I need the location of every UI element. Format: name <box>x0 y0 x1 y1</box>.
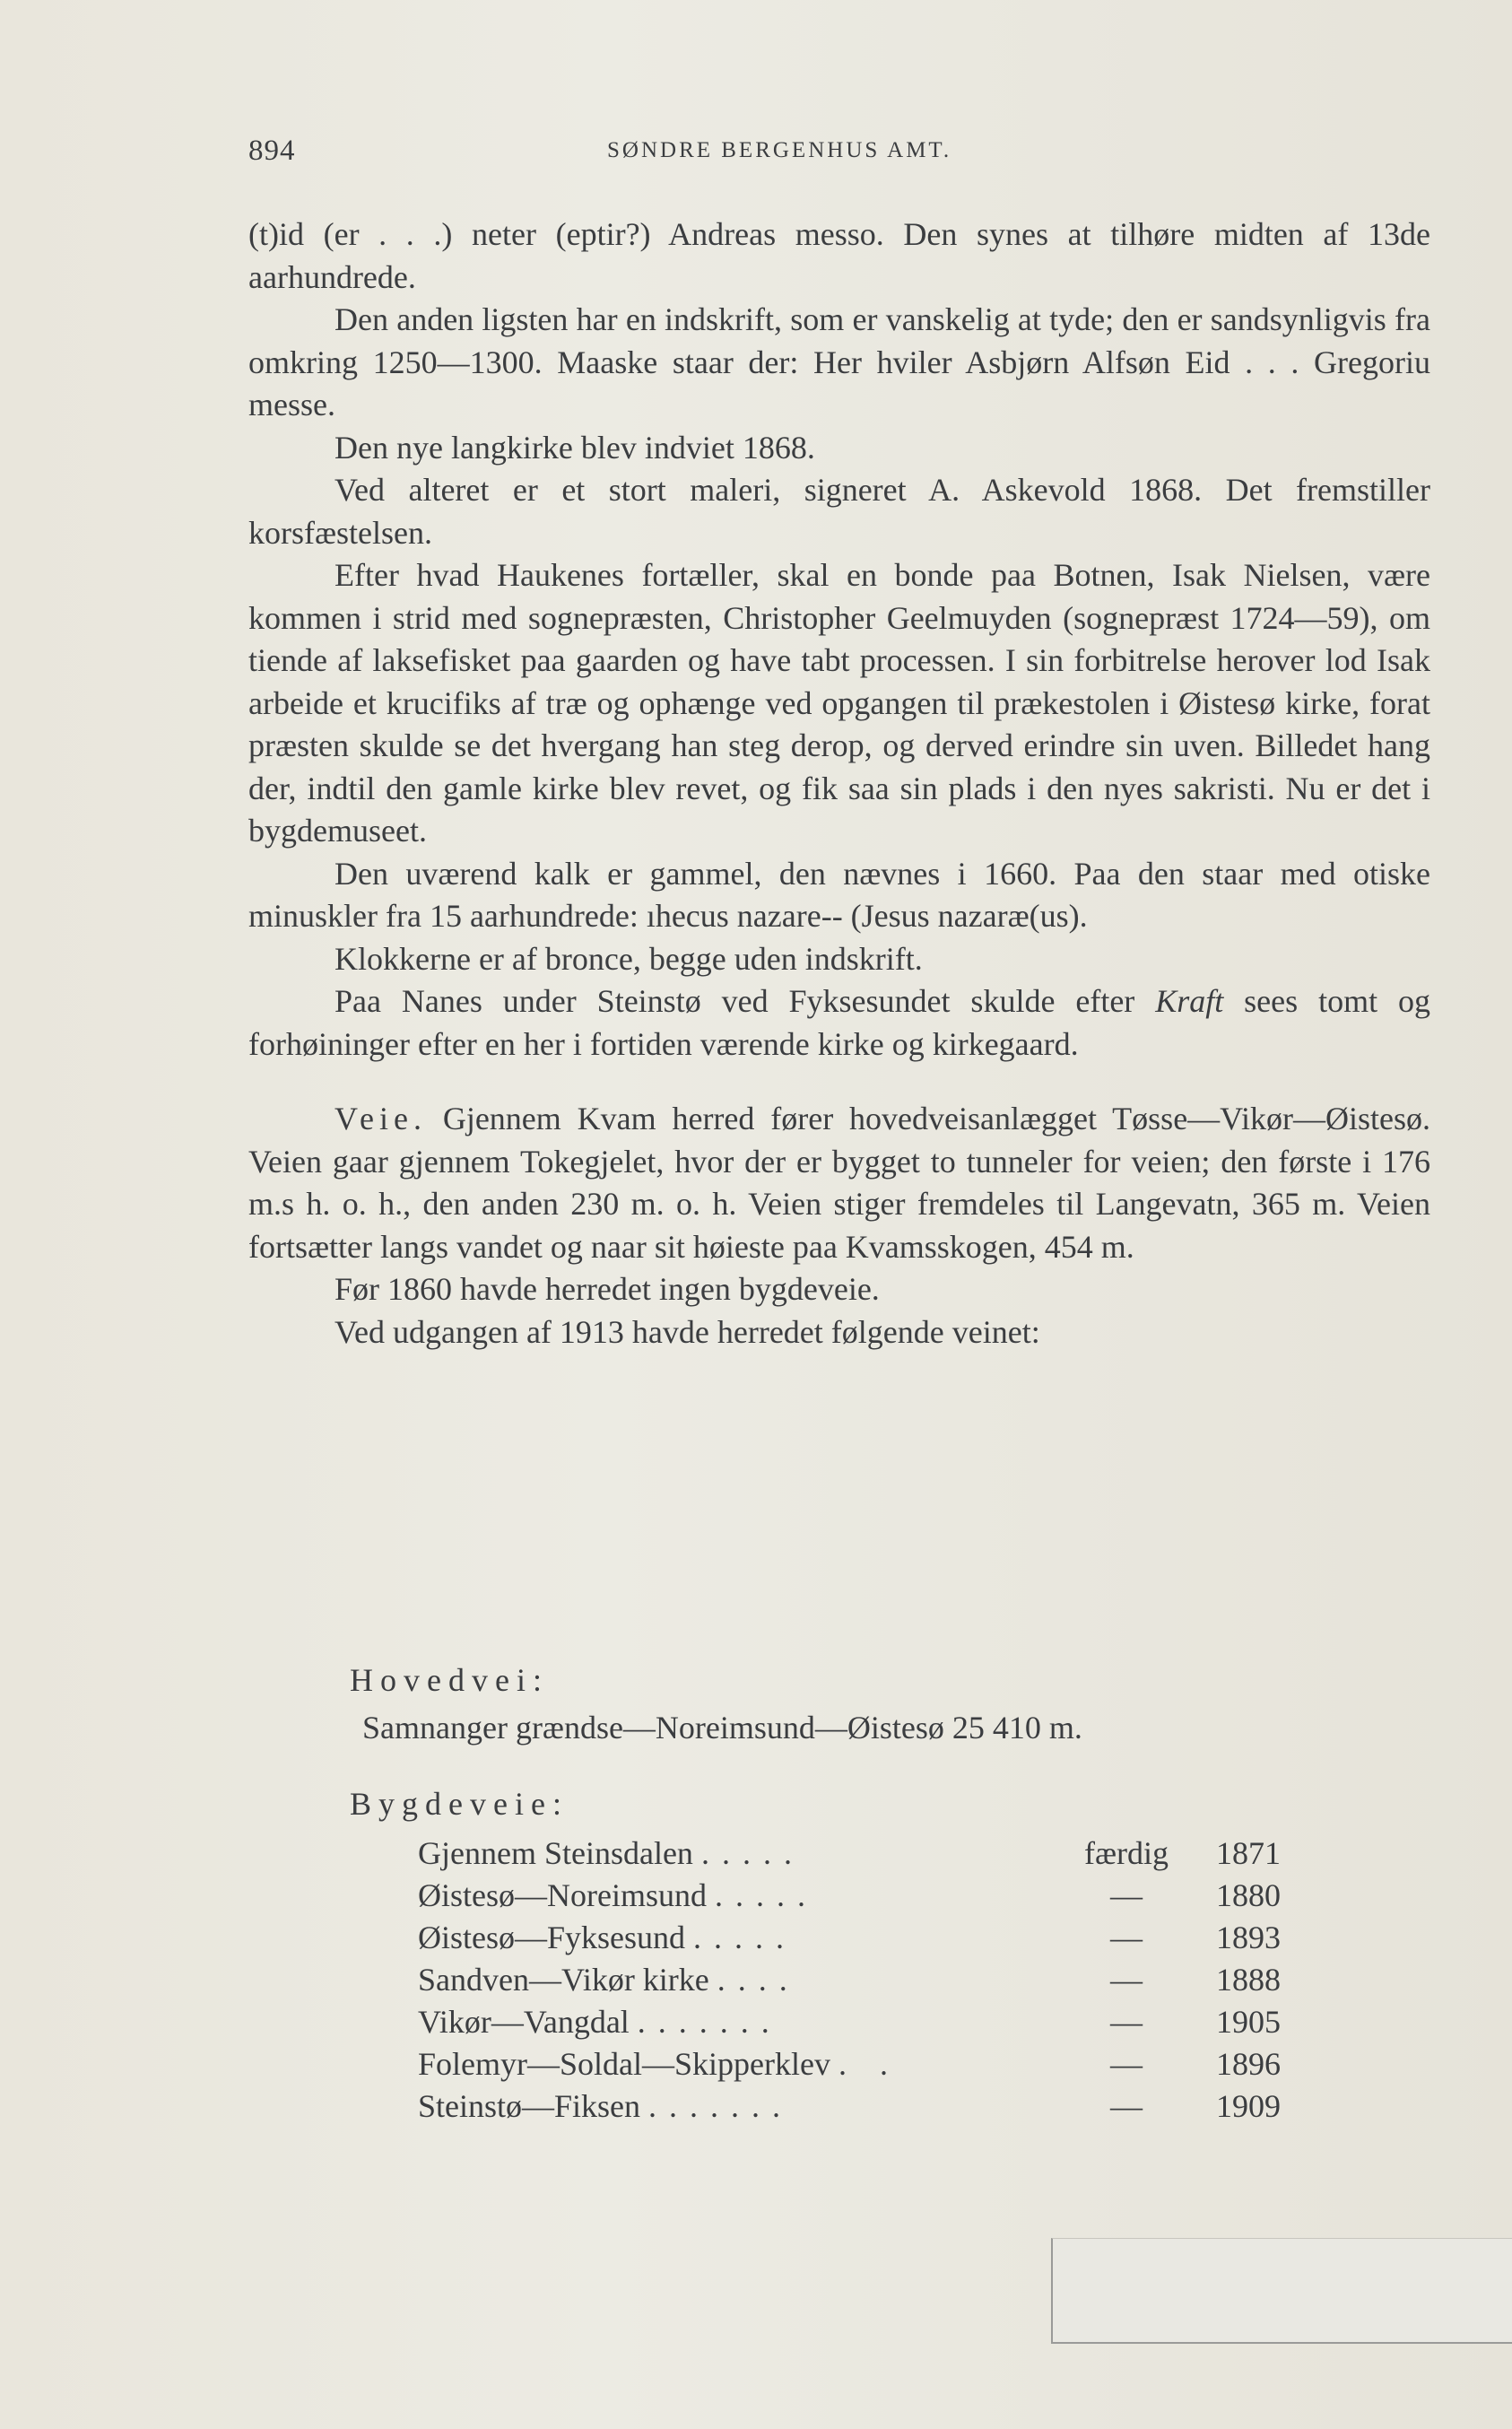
paragraph-text: Klokkerne er af bronce, begge uden indskrift. <box>335 940 923 977</box>
italic-text: Kraft <box>1155 983 1224 1019</box>
running-head: SØNDRE BERGENHUS AMT. <box>607 138 952 162</box>
paragraph-text: sees tomt og forhøininger efter en her i fortiden værende kirke og kirkegaard. <box>248 983 1430 1062</box>
table-row <box>418 1961 1297 2003</box>
table-row <box>418 2087 1297 2129</box>
paragraph-text: Den anden ligsten har en indskrift, som er vanskelig at tyde; den er sandsynligvis fra omkring 1250—1300. Maaske staar der: Her hviler Asbjørn Alfsøn Eid . . . Gregoriu messe. <box>248 301 1430 422</box>
road-name <box>418 1961 800 1998</box>
paragraph-text: Ved alteret er et stort maleri, signeret A. Askevold 1868. Det fremstiller korsfæstelsen. <box>248 472 1430 551</box>
road-name-text: Steinstø—Fiksen <box>418 2088 641 2124</box>
road-status: — <box>1110 1962 1143 1998</box>
road-status: — <box>1110 2004 1143 2040</box>
paragraph-text: Den nye langkirke blev indviet 1868. <box>335 429 815 466</box>
leader-dots: ..... <box>714 1877 818 1913</box>
paragraph <box>248 213 1430 299</box>
road-name-text: Sandven—Vikør kirke <box>418 1962 709 1998</box>
table-row <box>418 2003 1297 2045</box>
road-name-text: Øistesø—Noreimsund <box>418 1877 707 1913</box>
paragraph <box>248 853 1430 938</box>
table-row <box>418 1919 1297 1961</box>
bygdeveie-label: Bygdeveie: <box>350 1786 569 1822</box>
paragraph <box>248 1311 1430 1354</box>
body-text <box>248 213 1430 1354</box>
paragraph-text: Før 1860 havde herredet ingen bygdeveie. <box>335 1271 880 1307</box>
paragraph-text: Gjennem Kvam herred fører hovedveisanlægget Tøsse—Vikør—Øistesø. Veien gaar gjennem Tokegjelet, hvor der er bygget to tunneler for veien; den første i 176 m.s h. o. h., den anden 230 m. o. h. Veien stiger fremdeles til Langevatn, 365 m. Veien fortsætter langs vandet og naar sit høieste paa Kvamsskogen, 454 m. <box>248 1101 1430 1265</box>
table-row <box>418 1876 1297 1919</box>
table-row <box>418 2045 1297 2087</box>
road-year: 1888 <box>1216 1962 1281 1998</box>
leader-dots: .... <box>717 1962 800 1998</box>
section-heading: Veie. <box>335 1101 427 1136</box>
paragraph <box>248 469 1430 554</box>
road-year: 1896 <box>1216 2046 1281 2082</box>
page-header <box>248 135 1432 179</box>
leader-dots: ....... <box>648 2088 794 2124</box>
road-year: 1905 <box>1216 2004 1281 2040</box>
road-year: 1871 <box>1216 1835 1281 1871</box>
road-year: 1909 <box>1216 2088 1281 2124</box>
road-year: 1880 <box>1216 1877 1281 1913</box>
paragraph <box>248 1098 1430 1268</box>
road-name-text: Øistesø—Fyksesund <box>418 1920 686 1955</box>
hovedvei-route: Samnanger grændse—Noreimsund—Øistesø 25 410 m. <box>362 1710 1082 1746</box>
road-name <box>418 1919 796 1956</box>
leader-dots: ..... <box>700 1835 804 1871</box>
library-stamp-box <box>1051 2238 1512 2344</box>
table-row <box>418 1834 1297 1876</box>
paragraph-text: Ved udgangen af 1913 havde herredet følgende veinet: <box>335 1313 1040 1350</box>
paragraph <box>248 427 1430 470</box>
page-number: 894 <box>248 135 296 167</box>
road-name <box>418 1834 804 1872</box>
road-status: — <box>1110 1877 1143 1913</box>
paragraph-text: Den uværend kalk er gammel, den nævnes i 1660. Paa den staar med otiske minuskler fra 15 aarhundrede: ıhecus nazare-- (Jesus nazaræ(us). <box>248 855 1430 934</box>
road-name-text: Folemyr—Soldal—Skipperklev <box>418 2046 830 2082</box>
paragraph <box>248 980 1430 1066</box>
paragraph-text: (t)id (er . . .) neter (eptir?) Andreas messo. Den synes at tilhøre midten af 13de aarhundrede. <box>248 216 1430 295</box>
leader-dots: . . <box>838 2046 900 2082</box>
road-year: 1893 <box>1216 1920 1281 1955</box>
road-status: — <box>1110 2046 1143 2082</box>
bygdeveie-table <box>418 1834 1297 2129</box>
road-name-text: Gjennem Steinsdalen <box>418 1835 693 1871</box>
paragraph <box>248 299 1430 427</box>
leader-dots: ..... <box>693 1920 797 1955</box>
paragraph-text: Paa Nanes under Steinstø ved Fyksesundet skulde efter <box>335 983 1156 1019</box>
paragraph-text: Efter hvad Haukenes fortæller, skal en bonde paa Botnen, Isak Nielsen, være kommen i strid med sognepræsten, Christopher Geelmuyden (sognepræst 1724—59), om tiende af laksefisket paa gaarden og have tabt processen. I sin forbitrelse herover lod Isak arbeide et krucifiks af træ og ophænge ved opgangen til prækestolen i Øistesø kirke, forat præsten skulde se det hvergang han steg derop, og derved erindre sin uven. Billedet hang der, indtil den gamle kirke blev revet, og fik saa sin plads i den nyes sakristi. Nu er det i bygdemuseet. <box>248 557 1430 849</box>
road-status: — <box>1110 1920 1143 1955</box>
hovedvei-label: Hovedvei: <box>350 1662 549 1698</box>
paragraph <box>248 938 1430 981</box>
road-name <box>418 2087 793 2125</box>
road-status: — <box>1110 2088 1143 2124</box>
road-name <box>418 2045 900 2083</box>
road-name-text: Vikør—Vangdal <box>418 2004 630 2040</box>
paragraph <box>248 1268 1430 1311</box>
leader-dots: ....... <box>637 2004 782 2040</box>
road-name <box>418 2003 782 2041</box>
road-name <box>418 1876 818 1914</box>
paragraph <box>248 554 1430 853</box>
road-status: færdig <box>1084 1835 1169 1871</box>
